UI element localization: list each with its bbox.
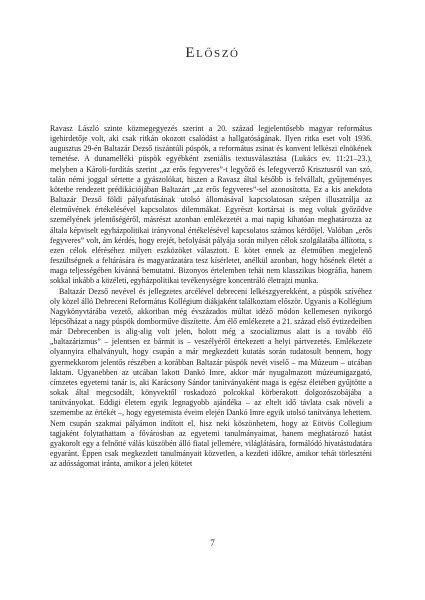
paragraph-2: Baltazár Dezső nevével és jellegzetes arcélével debreceni lelkészgyerekként, a püspök szívéhez oly közel álló Debreceni Református Kollégium diákjaként találkoztam először. Ugyanis a Kollégium Nagykönyvtárába vezető, akkoriban még évszázados múltat idéző módon kellemesen nyikorgó lépcsőházat a nagy püspök domborműve díszítette. Ám élő emlékezete a 21. század első évtizedeiben már Debrecenben is alig-alig volt jelen, holott még a szocializmus alatt is a tovább élő „baltazárizmus” – jelentsen ez bármit is – veszélyéről értekezett a helyi pártvezetés. Emlékezete olyannyira elhalványult, hogy csupán a már megkezdett kutatás során tudatosult bennem, hogy gyermekkorom jelentős részében a korábban Baltazár püspök nevét viselő – ma Múzeum – utcában laktam. Ugyanebben az utcában lakott Dankó Imre, akkor már nyugalmazott múzeumigazgató, címzetes egyetemi tanár is, aki Karácsony Sándor tanítványaként maga is egész életében gyűjtötte a sokak által megcsodált, könyvektől roskadozó polcokkal körberakott dolgozószobájába a tanítványokat. Eddigi életem egyik legnagyobb ajándéka – az eltelt idő távlata csak növeli a szemembe az értékét –, hogy egyetemista éveim elején Dankó Imre egyik utolsó tanítványa lehettem. Nem csupán szakmai pályámon indított el, hisz neki köszönhetem, hogy az Eötvös Collegium tagjaként folytathattam a fővárosban az egyetemi tanulmányaimat, hanem meghatározó hatást gyakorolt egy a felnőtté válás küszöbén álló fiatal jellemére, világlátására, formálódó hivatástudatára egyaránt. Éppen csak megkezdett tanulmányait közvetlen, a kezdeti időkre, amikor tehát törleszténi az adósságomat iránta, amikor a jelen kötetet bbox=[50, 286, 372, 469]
page-number: 7 bbox=[210, 538, 215, 548]
paragraph-1: Ravasz László szinte közmegegyezés szerint a 20. század legjelentősebb magyar református igehirdetője volt, aki csak ritkán okozott csalódást a hallgatóságának. Ilyen ritka eset volt 1936. augusztus 29-én Baltazár Dezső tiszántúli püspök, a református zsinat és konvent lelkészi elnökének temetése. A dunamelléki püspök egyébként zseniális textusválasztása (Lukács ev. 11:21–23.), melyben a Károli-fordítás szerint „az erős fegyveres”-t legyőző és lefegyverző Krisztusról van szó, talán némi joggal sértette a gyászolókat, hiszen a Ravasz által később is felvállalt, gyűjteményes kötetbe rendezett prédikációjában Baltazárt „az erős fegyveres”-sel azonosította. Ez a kis anekdota Baltazár Dezső földi pályafutásának utolsó állomásával kapcsolatosan szépen illusztrálja az életművének értékelésével kapcsolatos dilemmákat. Egyrészt kortársai is meg voltak győződve személyének jelentőségéről, másrészt azonban emlékezetét a mai napig kihatóan meghatározza az általa képviselt egyházpolitikai irányvonal értékelésével kapcsolatos számos kérdőjel. Valóban „erős fegyveres” volt, ám kérdés, hogy erejét, befolyását pályája során milyen célok szolgálatába állította, s ezen célok eléréséhez milyen eszközöket választott. E kötet ennek az életműben megjelenő feszültségnek a feltárására és magyarázatára tesz kísérletet, anélkül azonban, hogy hősének életét a maga teljességében kívánná bemutatni. Bizonyos értelemben tehát nem klasszikus biográfia, hanem sokkal inkább a közéleti, egyházpolitikai tevékenységre koncentráló életrajzi munka. bbox=[50, 124, 372, 286]
chapter-title: Előszó bbox=[185, 45, 240, 61]
body-text bbox=[50, 124, 372, 469]
